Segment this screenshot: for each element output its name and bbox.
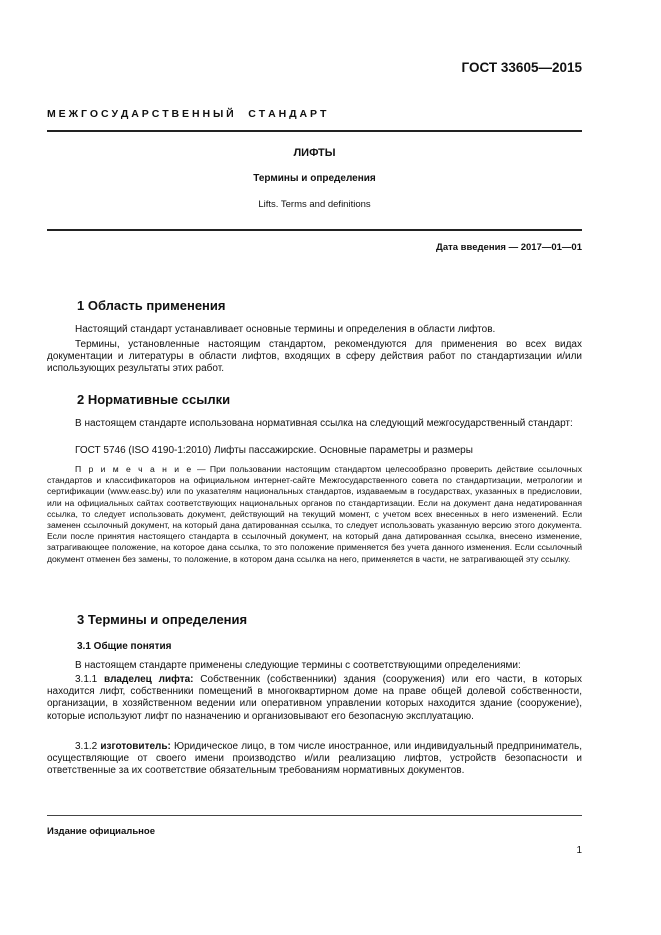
english-title: Lifts. Terms and definitions [258,199,371,210]
document-subtitle: Термины и определения [253,173,376,184]
section-1-heading: 1 Область применения [77,298,226,313]
footer-rule [47,815,582,816]
subsection-3-1-heading: 3.1 Общие понятия [77,641,172,652]
document-code: ГОСТ 33605—2015 [461,60,582,75]
official-edition-label: Издание официальное [47,826,155,837]
section-2-note: П р и м е ч а н и е — При пользовании настоящим стандартом целесообразно проверить действие ссылочных стандартов и классификаторов на официальном интернет-сайте Межгосударственного совета по стандартизации, метрологии и сертификации (www.easc.by) или по указателям национальных стандартов, издаваемым в государствах, указанных в предисловии, или на официальных сайтах соответствующих национальных органов по стандартизации. Если на документ дана недатированная ссылка, то следует использовать документ, действующий на текущий момент, с учетом всех внесенных в него изменений. Если заменен ссылочный документ, на который дана датированная ссылка, то следует использовать указанную версию этого документа. Если после принятия настоящего стандарта в ссылочный документ, на который дана датированная ссылка, внесено изменение, затрагивающее положение, на которое дана ссылка, то это положение применяется без учета данного изменения. Если ссылочный документ отменен без замены, то положение, в котором дана ссылка на него, применяется в части, не затрагивающей эту ссылку. [47,464,583,564]
document-title: ЛИФТЫ [293,147,336,159]
section-1-paragraph-2: Термины, установленные настоящим стандартом, рекомендуются для применения во всех видах документации и литературы в области лифтов, входящих в сферу действия работ по стандартизации и/или использующих результаты этих работ. [47,339,582,375]
section-3-heading: 3 Термины и определения [77,612,248,627]
section-2-reference: ГОСТ 5746 (ISO 4190-1:2010) Лифты пассажирские. Основные параметры и размеры [75,445,473,456]
section-3-intro: В настоящем стандарте применены следующие термины с соответствующими определениями: [75,660,521,671]
introduction-date: Дата введения — 2017—01—01 [436,242,582,253]
header-rule [47,130,582,132]
interstate-standard-label: М Е Ж Г О С У Д А Р С Т В Е Н Н Ы Й С Т А Н Д А Р Т [47,108,327,120]
section-1-paragraph-1: Настоящий стандарт устанавливает основные термины и определения в области лифтов. [75,324,496,335]
term-3-1-1: 3.1.1 владелец лифта: Собственник (собственники) здания (сооружения) или его части, в которых находится лифт, собственники помещений в многоквартирном доме на праве общей долевой собственности, организации, в хозяйственном ведении или оперативном управлении которых находится здание (сооружение), которые используют лифт по назначению и организовывают его безопасную эксплуатацию. [47,674,582,722]
page-number: 1 [576,845,582,856]
section-2-paragraph-1: В настоящем стандарте использована нормативная ссылка на следующий межгосударственный стандарт: [75,418,573,429]
section-2-heading: 2 Нормативные ссылки [77,392,231,407]
term-3-1-2: 3.1.2 изготовитель: Юридическое лицо, в том числе иностранное, или индивидуальный предприниматель, осуществляющие от своего имени производство и/или реализацию лифтов, устройств безопасности и ответственные за их соответствие обязательным требованиям нормативных документов. [47,741,582,777]
title-rule [47,229,582,231]
